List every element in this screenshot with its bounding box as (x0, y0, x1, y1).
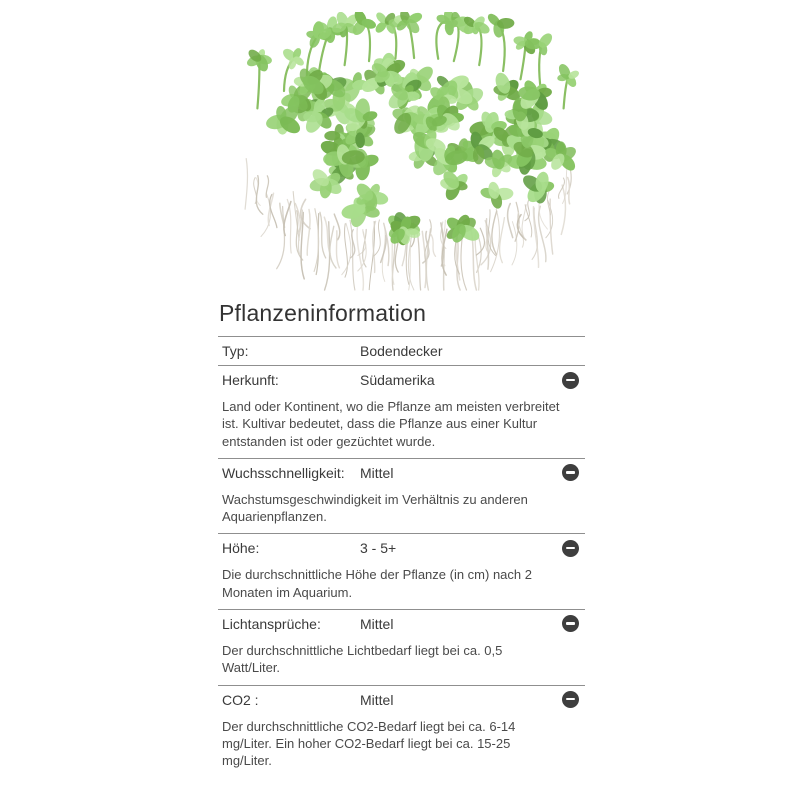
plant-illustration-svg (228, 12, 593, 297)
collapse-row-button[interactable] (562, 540, 579, 557)
row-label: CO2 : (222, 691, 259, 708)
row-description: Die durchschnittliche Höhe der Pflanze (in cm) nach 2 Monaten im Aquarium. (222, 567, 532, 600)
row-value: Mittel (360, 615, 394, 632)
info-row-wuchsschnelligkeit (218, 458, 585, 526)
table-row (218, 610, 585, 638)
minus-icon (566, 471, 575, 473)
row-label: Lichtansprüche: (222, 615, 321, 632)
row-value: Südamerika (360, 372, 435, 388)
row-label: Typ: (222, 343, 249, 359)
row-value: Bodendecker (360, 343, 443, 359)
row-description: Der durchschnittliche Lichtbedarf liegt bei ca. 0,5 Watt/Liter. (222, 642, 503, 676)
row-value: Mittel (360, 464, 394, 481)
info-row-lichtansprueche (218, 609, 585, 677)
minus-icon (566, 622, 575, 624)
minus-icon (566, 379, 575, 381)
page-title: Pflanzeninformation (219, 300, 427, 326)
row-description: Wachstumsgeschwindigkeit im Verhältnis zu anderen Aquarienpflanzen. (222, 491, 528, 525)
row-description: Der durchschnittliche CO2-Bedarf liegt bei ca. 6-14 mg/Liter. Ein hoher CO2-Bedarf liegt bei ca. 15-25 mg/Liter. (222, 718, 516, 769)
table-row (218, 337, 585, 365)
collapse-row-button[interactable] (562, 372, 579, 389)
info-row-herkunft (218, 365, 585, 450)
info-row-co2 (218, 685, 585, 770)
row-value: 3 - 5+ (360, 540, 397, 557)
row-label: Höhe: (222, 540, 260, 557)
row-label: Herkunft: (222, 372, 279, 388)
plant-info-table (218, 336, 585, 769)
table-row (218, 534, 585, 562)
table-row (218, 366, 585, 394)
table-row (218, 459, 585, 487)
row-description: Land oder Kontinent, wo die Pflanze am meisten verbreitet ist. Kultivar bedeutet, dass die Pflanze aus einer Kultur entstanden ist oder gezüchtet wurde. (222, 399, 560, 449)
collapse-row-button[interactable] (562, 615, 579, 632)
collapse-row-button[interactable] (562, 691, 579, 708)
row-value: Mittel (360, 691, 394, 708)
minus-icon (566, 698, 575, 700)
plant-information-panel (218, 299, 585, 777)
table-row (218, 686, 585, 714)
info-row-typ (218, 336, 585, 365)
row-label: Wuchsschnelligkeit: (222, 464, 345, 481)
plant-illustration (228, 12, 593, 297)
minus-icon (566, 547, 575, 549)
info-row-hoehe (218, 533, 585, 601)
collapse-row-button[interactable] (562, 464, 579, 481)
